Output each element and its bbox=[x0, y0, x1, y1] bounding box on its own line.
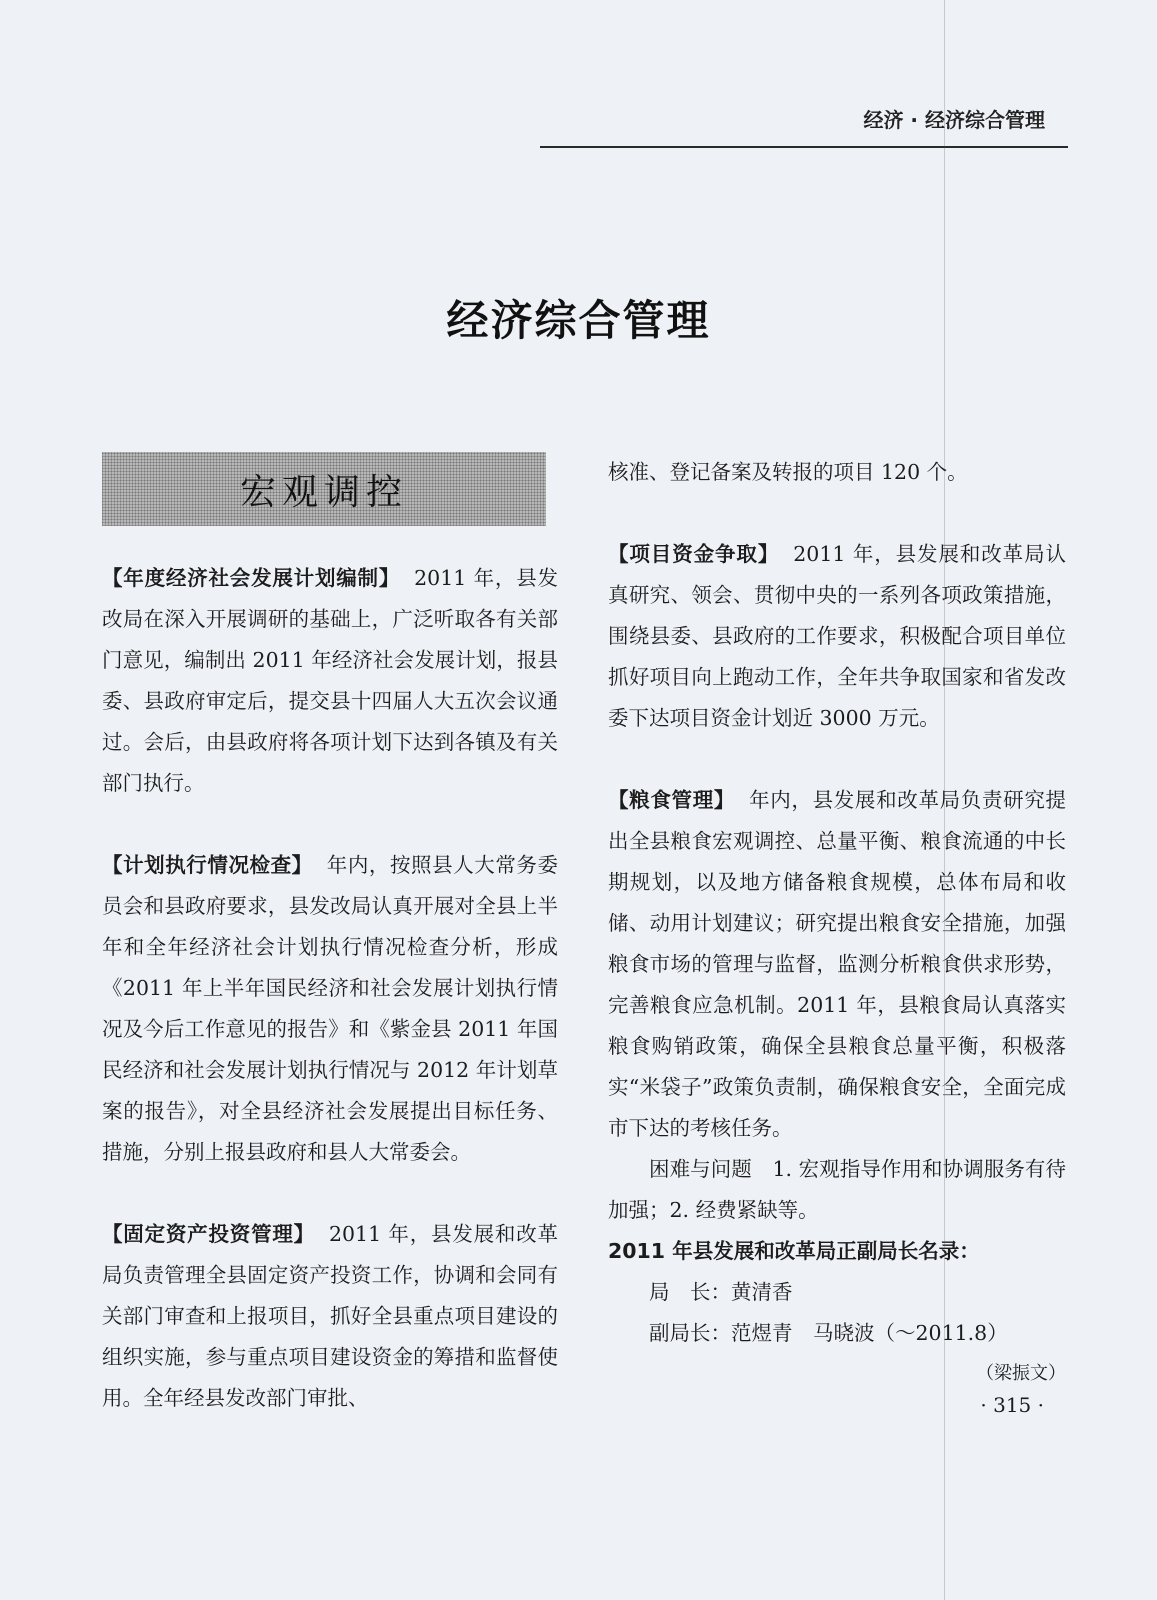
entry-heading: 【项目资金争取】 bbox=[608, 542, 780, 566]
page-title: 经济综合管理 bbox=[446, 296, 711, 345]
scan-artifact-line bbox=[944, 0, 945, 1600]
right-column bbox=[608, 452, 1066, 1420]
header-rule bbox=[540, 146, 1068, 148]
entry-text: 年内，按照县人大常务委员会和县政府要求，县发改局认真开展对全县上半年和全年经济社会计划执行情况检查分析，形成《2011 年上半年国民经济和社会发展计划执行情况及今后工作意见的报告》和《紫金县 2011 年国民经济和社会发展计划执行情况与 2012 年计划草案的报告》，对全县经济社会发展提出目标任务、措施，分别上报县政府和县人大常委会。 bbox=[102, 853, 558, 1164]
entry-heading: 【固定资产投资管理】 bbox=[102, 1222, 315, 1246]
entry-text: 2011 年，县发展和改革局认真研究、领会、贯彻中央的一系列各项政策措施，围绕县委、县政府的工作要求，积极配合项目单位抓好项目向上跑动工作，全年共争取国家和省发改委下达项目资金计划近 3000 万元。 bbox=[608, 542, 1066, 730]
roster-title: 2011 年县发展和改革局正副局长名录： bbox=[608, 1239, 980, 1263]
entry-project-funds bbox=[608, 534, 1066, 739]
entry-fixed-asset-continued: 核准、登记备案及转报的项目 120 个。 bbox=[608, 460, 968, 484]
entry-plan-check bbox=[102, 845, 558, 1173]
entry-text: 2011 年，县发展和改革局负责管理全县固定资产投资工作，协调和会同有关部门审查和上报项目，抓好全县重点项目建设的组织实施，参与重点项目建设资金的筹措和监督使用。全年经县发改部门审批、 bbox=[102, 1222, 559, 1410]
entry-plan-compile bbox=[102, 558, 558, 804]
entry-heading: 【年度经济社会发展计划编制】 bbox=[102, 566, 401, 590]
entry-heading: 【粮食管理】 bbox=[608, 788, 736, 812]
roster-director: 局 长：黄清香 bbox=[649, 1280, 793, 1304]
section-banner: 宏观调控 bbox=[102, 452, 546, 526]
entry-text: 2011 年，县发改局在深入开展调研的基础上，广泛听取各有关部门意见，编制出 2011 年经济社会发展计划，报县委、县政府审定后，提交县十四届人大五次会议通过。会后，由县政府将各项计划下达到各镇及有关部门执行。 bbox=[102, 566, 559, 795]
entry-grain bbox=[608, 780, 1066, 1149]
entry-heading: 【计划执行情况检查】 bbox=[102, 853, 313, 877]
running-head: 经济 · 经济综合管理 bbox=[863, 108, 1045, 132]
entry-fixed-asset bbox=[102, 1214, 558, 1419]
author-credit: （梁振文） bbox=[976, 1363, 1066, 1384]
entry-text: 年内，县发展和改革局负责研究提出全县粮食宏观调控、总量平衡、粮食流通的中长期规划，以及地方储备粮食规模，总体布局和收储、动用计划建议；研究提出粮食安全措施，加强粮食市场的管理与监督，监测分析粮食供求形势，完善粮食应急机制。2011 年，县粮食局认真落实粮食购销政策，确保全县粮食总量平衡，积极落实“米袋子”政策负责制，确保粮食安全，全面完成市下达的考核任务。 bbox=[608, 788, 1067, 1140]
left-column bbox=[102, 452, 558, 1419]
page-number: · 315 · bbox=[980, 1393, 1044, 1417]
roster-deputy: 副局长：范煜青 马晓波（～2011.8） bbox=[649, 1321, 1008, 1345]
problems-paragraph: 困难与问题 1. 宏观指导作用和协调服务有待加强；2. 经费紧缺等。 bbox=[608, 1157, 1066, 1222]
